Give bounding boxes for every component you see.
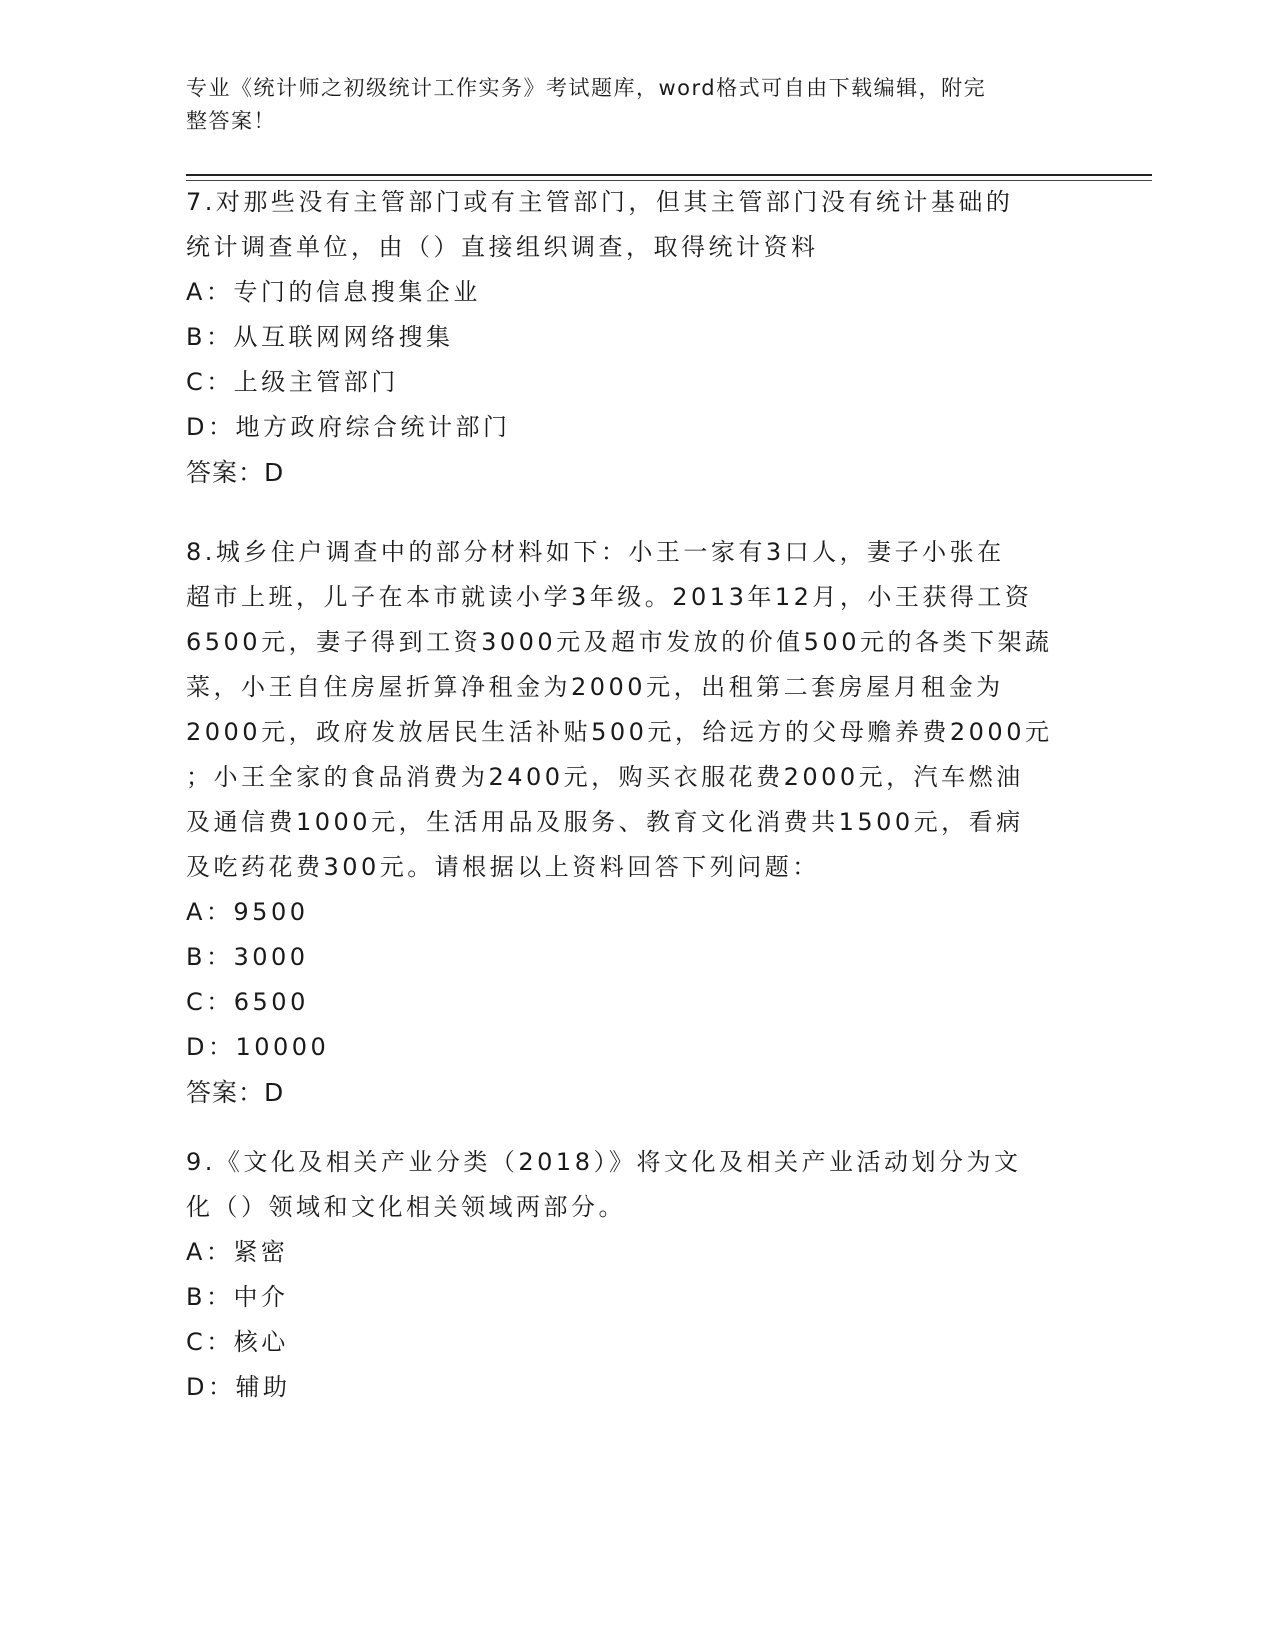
question-stem-line: 化（）领域和文化相关领域两部分。 [186, 1193, 626, 1221]
question-stem-line: 9.《文化及相关产业分类（2018）》将文化及相关产业活动划分为文 [186, 1148, 1022, 1176]
question-stem-line: 6500元，妻子得到工资3000元及超市发放的价值500元的各类下架蔬 [186, 628, 1053, 656]
option-b: B：中介 [186, 1283, 289, 1311]
option-c: C：上级主管部门 [186, 368, 399, 396]
option-a: A：紧密 [186, 1238, 289, 1266]
option-a: A：9500 [186, 898, 309, 926]
question-stem-line: 7.对那些没有主管部门或有主管部门，但其主管部门没有统计基础的 [186, 188, 1014, 216]
document-header [186, 72, 1066, 138]
question-stem-line: 超市上班，儿子在本市就读小学3年级。2013年12月，小王获得工资 [186, 583, 1033, 611]
header-line-2: 整答案！ [186, 109, 276, 133]
answer-line: 答案：D [186, 1078, 285, 1107]
question-7 [186, 180, 1086, 495]
question-stem-line: 菜，小王自住房屋折算净租金为2000元，出租第二套房屋月租金为 [186, 673, 1004, 701]
option-b: B：3000 [186, 943, 309, 971]
question-9 [186, 1140, 1086, 1410]
header-line-1: 专业《统计师之初级统计工作实务》考试题库，word格式可自由下载编辑，附完 [186, 76, 987, 100]
question-stem-line: 8.城乡住户调查中的部分材料如下：小王一家有3口人，妻子小张在 [186, 538, 1005, 566]
option-a: A：专门的信息搜集企业 [186, 278, 481, 306]
option-c: C：核心 [186, 1328, 289, 1356]
question-stem-line: ；小王全家的食品消费为2400元，购买衣服花费2000元，汽车燃油 [186, 763, 1024, 791]
question-stem-line: 2000元，政府发放居民生活补贴500元，给远方的父母赡养费2000元 [186, 718, 1053, 746]
option-d: D：10000 [186, 1033, 330, 1061]
question-stem-line: 统计调查单位，由（）直接组织调查，取得统计资料 [186, 233, 819, 261]
option-d: D：地方政府综合统计部门 [186, 413, 511, 441]
answer-line: 答案：D [186, 458, 285, 487]
option-d: D：辅助 [186, 1373, 291, 1401]
question-stem-line: 及吃药花费300元。请根据以上资料回答下列问题： [186, 853, 820, 881]
header-divider-thick [186, 174, 1152, 176]
option-b: B：从互联网网络搜集 [186, 323, 454, 351]
option-c: C：6500 [186, 988, 309, 1016]
question-8 [186, 530, 1086, 1115]
question-stem-line: 及通信费1000元，生活用品及服务、教育文化消费共1500元，看病 [186, 808, 1024, 836]
